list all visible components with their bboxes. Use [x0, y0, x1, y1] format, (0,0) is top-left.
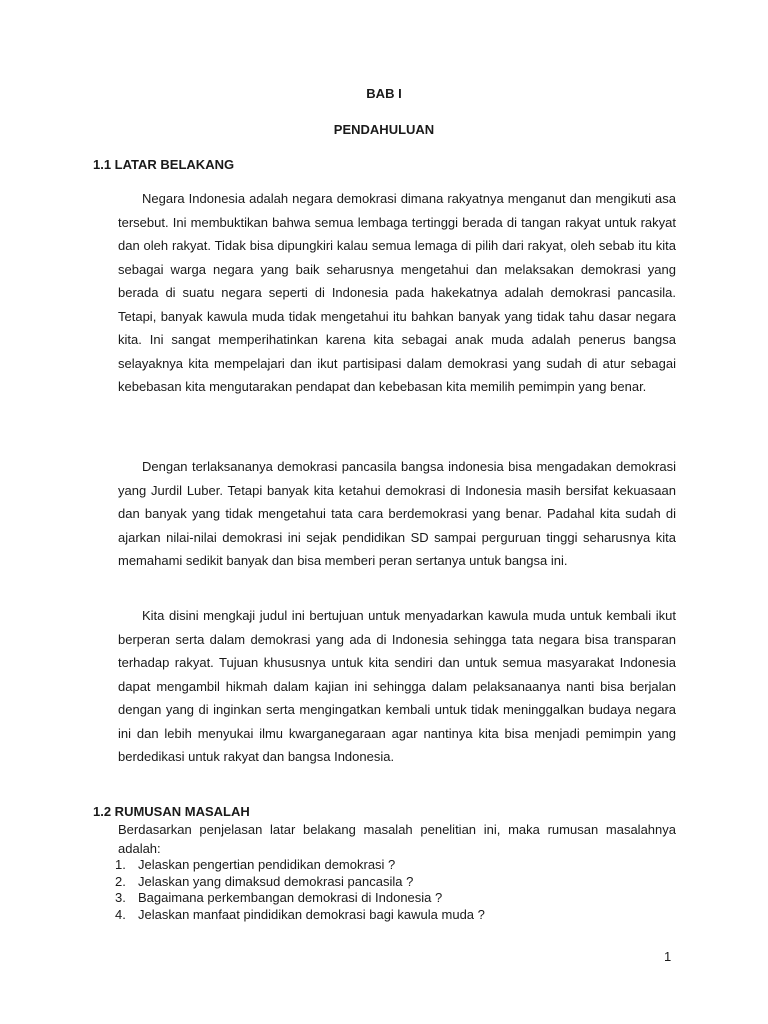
list-number: 2. — [115, 873, 126, 889]
section-heading-latar-belakang: 1.1 LATAR BELAKANG — [93, 157, 235, 172]
paragraph: Dengan terlaksananya demokrasi pancasila bangsa indonesia bisa mengadakan demokrasi yang Jurdil Luber. Tetapi banyak kita ketahui demokrasi di Indonesia masih bersifat kekuasaan dan banyak yang tidak mengetahui tata cara berdemokrasi yang benar. Padahal kita sudah di ajarkan nilai-nilai demokrasi ini sejak pendidikan SD sampai perguruan tinggi seharusnya kita memahami sedikit banyak dan bisa memberi peran sertanya untuk bangsa ini. — [118, 459, 676, 568]
list-item — [93, 857, 485, 874]
chapter-title: PENDAHULUAN — [333, 122, 435, 137]
list-item — [93, 890, 485, 907]
section-heading-rumusan-masalah: 1.2 RUMUSAN MASALAH — [93, 804, 250, 819]
list-text: Bagaimana perkembangan demokrasi di Indonesia ? — [138, 890, 443, 905]
list-text: Jelaskan manfaat pindidikan demokrasi bagi kawula muda ? — [138, 906, 485, 922]
list-item — [93, 874, 485, 891]
rumusan-list — [93, 857, 485, 923]
page-number: 1 — [664, 949, 672, 964]
paragraph: Kita disini mengkaji judul ini bertujuan untuk menyadarkan kawula muda untuk kembali ikut berperan serta dalam demokrasi yang ada di Indonesia sehingga tata negara bisa transparan terhadap rakyat. Tujuan khususnya untuk kita sendiri dan untuk semua masyarakat Indonesia dapat mengambil hikmah dalam kajian ini sehingga dalam pelaksanaanya nanti bisa berjalan dengan yang di inginkan serta mengingatkan kembali untuk tidak meninggalkan budaya negara ini dan lebih menyukai ilmu kwarganegaraan agar nantinya kita bisa menjadi pemimpin yang berdedikasi untuk rakyat dan bangsa Indonesia. — [118, 608, 676, 764]
chapter-label: BAB I — [366, 86, 402, 101]
list-text: Jelaskan pengertian pendidikan demokrasi ? — [138, 857, 396, 872]
list-number: 3. — [115, 890, 126, 905]
list-text: Jelaskan yang dimaksud demokrasi pancasila ? — [138, 873, 414, 889]
list-item — [93, 907, 485, 924]
list-number: 4. — [115, 906, 126, 922]
rumusan-intro: Berdasarkan penjelasan latar belakang masalah penelitian ini, maka rumusan masalahnya adalah: — [118, 822, 676, 856]
paragraph: Negara Indonesia adalah negara demokrasi dimana rakyatnya menganut dan mengikuti asa tersebut. Ini membuktikan bahwa semua lembaga tertinggi berada di tangan rakyat untuk rakyat dan oleh rakyat. Tidak bisa dipungkiri kalau semua lemaga di pilih dari rakyat, oleh sebab itu kita sebagai warga negara yang baik seharusnya mengetahui dan melaksakan demokrasi yang berada di suatu negara seperti di Indonesia pada hakekatnya adalah demokrasi pancasila. Tetapi, banyak kawula muda tidak mengetahui itu bahkan banyak yang tidak tahu dasar negara kita. Ini sangat memperihatinkan karena kita sebagai anak muda adalah penerus bangsa selayaknya kita mempelajari dan ikut partisipasi dalam demokrasi yang sudah di atur sebagai kebebasan kita mengutarakan pendapat dan kebebasan kita memilih pemimpin yang benar. — [118, 191, 676, 394]
list-number: 1. — [115, 857, 126, 872]
